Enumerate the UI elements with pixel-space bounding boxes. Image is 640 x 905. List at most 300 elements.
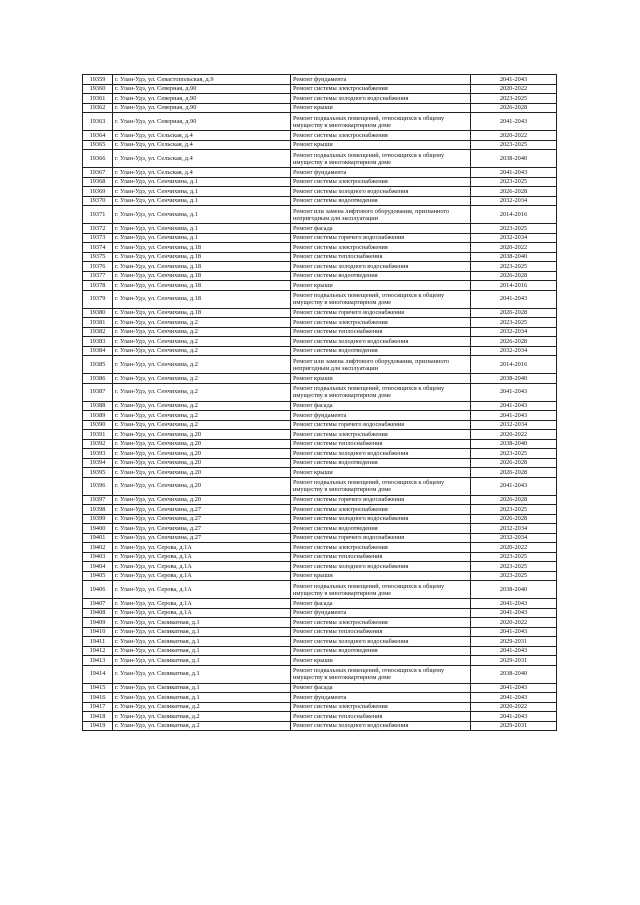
address-cell: г. Улан-Удэ, ул. Силикатная, д.1 [113, 646, 291, 656]
row-id-cell: 19402 [83, 543, 113, 553]
work-type-cell: Ремонт системы электроснабжения [291, 131, 471, 141]
table-row [83, 449, 557, 459]
table-row [83, 346, 557, 356]
table-row [83, 712, 557, 722]
address-cell: г. Улан-Удэ, ул. Сенчихина, д.2 [113, 318, 291, 328]
work-type-cell: Ремонт системы теплоснабжения [291, 327, 471, 337]
row-id-cell: 19365 [83, 140, 113, 150]
period-cell: 2026-2028 [471, 337, 557, 347]
work-type-cell: Ремонт фундамента [291, 168, 471, 178]
table-row [83, 356, 557, 374]
work-type-cell: Ремонт фасада [291, 401, 471, 411]
period-cell: 2014-2016 [471, 281, 557, 291]
period-cell: 2029-2031 [471, 637, 557, 647]
address-cell: г. Улан-Удэ, ул. Серова, д.1А [113, 608, 291, 618]
row-id-cell: 19414 [83, 665, 113, 683]
work-type-cell: Ремонт системы холодного водоснабжения [291, 337, 471, 347]
period-cell: 2032-2034 [471, 533, 557, 543]
address-cell: г. Улан-Удэ, ул. Сенчихина, д.1 [113, 233, 291, 243]
row-id-cell: 19391 [83, 430, 113, 440]
work-type-cell: Ремонт системы холодного водоснабжения [291, 514, 471, 524]
period-cell: 2032-2034 [471, 524, 557, 534]
address-cell: г. Улан-Удэ, ул. Серова, д.1А [113, 543, 291, 553]
row-id-cell: 19388 [83, 401, 113, 411]
address-cell: г. Улан-Удэ, ул. Сенчихина, д.27 [113, 524, 291, 534]
table-row [83, 103, 557, 113]
row-id-cell: 19376 [83, 262, 113, 272]
table-row [83, 401, 557, 411]
work-type-cell: Ремонт системы электроснабжения [291, 505, 471, 515]
table-row [83, 608, 557, 618]
period-cell: 2041-2043 [471, 712, 557, 722]
address-cell: г. Улан-Удэ, ул. Сенчихина, д.20 [113, 468, 291, 478]
period-cell: 2038-2040 [471, 150, 557, 168]
work-type-cell: Ремонт системы теплоснабжения [291, 439, 471, 449]
table-row [83, 581, 557, 599]
table-row [83, 702, 557, 712]
work-type-cell: Ремонт подвальных помещений, относящихся к общему имуществу в многоквартирном доме [291, 290, 471, 308]
period-cell: 2026-2028 [471, 271, 557, 281]
period-cell: 2026-2028 [471, 458, 557, 468]
row-id-cell: 19374 [83, 243, 113, 253]
row-id-cell: 19386 [83, 374, 113, 384]
work-type-cell: Ремонт системы водоотведения [291, 646, 471, 656]
row-id-cell: 19412 [83, 646, 113, 656]
address-cell: г. Улан-Удэ, ул. Силикатная, д.1 [113, 665, 291, 683]
work-type-cell: Ремонт системы электроснабжения [291, 543, 471, 553]
table-row [83, 187, 557, 197]
table-row [83, 243, 557, 253]
row-id-cell: 19405 [83, 571, 113, 581]
row-id-cell: 19415 [83, 683, 113, 693]
address-cell: г. Улан-Удэ, ул. Сенчихина, д.18 [113, 271, 291, 281]
address-cell: г. Улан-Удэ, ул. Сенчихина, д.2 [113, 346, 291, 356]
row-id-cell: 19403 [83, 552, 113, 562]
period-cell: 2020-2022 [471, 84, 557, 94]
work-type-cell: Ремонт системы горячего водоснабжения [291, 233, 471, 243]
table-row [83, 252, 557, 262]
table-row [83, 618, 557, 628]
work-type-cell: Ремонт крыши [291, 468, 471, 478]
address-cell: г. Улан-Удэ, ул. Сенчихина, д.18 [113, 308, 291, 318]
row-id-cell: 19370 [83, 196, 113, 206]
table-row [83, 131, 557, 141]
period-cell: 2023-2025 [471, 318, 557, 328]
work-type-cell: Ремонт подвальных помещений, относящихся к общему имуществу в многоквартирном доме [291, 150, 471, 168]
period-cell: 2041-2043 [471, 608, 557, 618]
row-id-cell: 19381 [83, 318, 113, 328]
address-cell: г. Улан-Удэ, ул. Сенчихина, д.27 [113, 533, 291, 543]
period-cell: 2032-2034 [471, 420, 557, 430]
period-cell: 2041-2043 [471, 693, 557, 703]
work-type-cell: Ремонт системы холодного водоснабжения [291, 721, 471, 731]
row-id-cell: 19368 [83, 177, 113, 187]
period-cell: 2041-2043 [471, 646, 557, 656]
period-cell: 2020-2022 [471, 430, 557, 440]
table-row [83, 140, 557, 150]
table-row [83, 150, 557, 168]
period-cell: 2023-2025 [471, 449, 557, 459]
period-cell: 2041-2043 [471, 113, 557, 131]
table-row [83, 94, 557, 104]
work-type-cell: Ремонт системы горячего водоснабжения [291, 495, 471, 505]
table-row [83, 327, 557, 337]
table-row [83, 177, 557, 187]
address-cell: г. Улан-Удэ, ул. Сенчихина, д.20 [113, 430, 291, 440]
work-type-cell: Ремонт системы водоотведения [291, 524, 471, 534]
row-id-cell: 19397 [83, 495, 113, 505]
address-cell: г. Улан-Удэ, ул. Северная, д.90 [113, 94, 291, 104]
work-type-cell: Ремонт системы холодного водоснабжения [291, 637, 471, 647]
address-cell: г. Улан-Удэ, ул. Сенчихина, д.2 [113, 420, 291, 430]
period-cell: 2023-2025 [471, 177, 557, 187]
row-id-cell: 19408 [83, 608, 113, 618]
work-type-cell: Ремонт системы электроснабжения [291, 702, 471, 712]
work-type-cell: Ремонт системы холодного водоснабжения [291, 262, 471, 272]
work-type-cell: Ремонт крыши [291, 571, 471, 581]
period-cell: 2026-2028 [471, 468, 557, 478]
table-row [83, 281, 557, 291]
row-id-cell: 19369 [83, 187, 113, 197]
table-row [83, 656, 557, 666]
work-type-cell: Ремонт системы горячего водоснабжения [291, 533, 471, 543]
period-cell: 2038-2040 [471, 665, 557, 683]
period-cell: 2023-2025 [471, 571, 557, 581]
period-cell: 2041-2043 [471, 683, 557, 693]
row-id-cell: 19411 [83, 637, 113, 647]
work-type-cell: Ремонт системы теплоснабжения [291, 627, 471, 637]
period-cell: 2020-2022 [471, 543, 557, 553]
address-cell: г. Улан-Удэ, ул. Сенчихина, д.1 [113, 196, 291, 206]
work-type-cell: Ремонт подвальных помещений, относящихся к общему имуществу в многоквартирном доме [291, 665, 471, 683]
period-cell: 2023-2025 [471, 562, 557, 572]
table-row [83, 505, 557, 515]
address-cell: г. Улан-Удэ, ул. Сенчихина, д.2 [113, 374, 291, 384]
table-row [83, 206, 557, 224]
row-id-cell: 19361 [83, 94, 113, 104]
table-row [83, 318, 557, 328]
row-id-cell: 19398 [83, 505, 113, 515]
address-cell: г. Улан-Удэ, ул. Сенчихина, д.1 [113, 224, 291, 234]
work-type-cell: Ремонт системы теплоснабжения [291, 552, 471, 562]
table-row [83, 627, 557, 637]
row-id-cell: 19407 [83, 599, 113, 609]
row-id-cell: 19413 [83, 656, 113, 666]
table-row [83, 514, 557, 524]
table-row [83, 524, 557, 534]
row-id-cell: 19360 [83, 84, 113, 94]
table-row [83, 233, 557, 243]
address-cell: г. Улан-Удэ, ул. Серова, д.1А [113, 599, 291, 609]
address-cell: г. Улан-Удэ, ул. Силикатная, д.2 [113, 712, 291, 722]
table-row [83, 411, 557, 421]
address-cell: г. Улан-Удэ, ул. Серова, д.1А [113, 562, 291, 572]
address-cell: г. Улан-Удэ, ул. Сенчихина, д.18 [113, 262, 291, 272]
period-cell: 2038-2040 [471, 581, 557, 599]
row-id-cell: 19367 [83, 168, 113, 178]
row-id-cell: 19385 [83, 356, 113, 374]
period-cell: 2026-2028 [471, 103, 557, 113]
period-cell: 2026-2028 [471, 495, 557, 505]
work-type-cell: Ремонт системы электроснабжения [291, 430, 471, 440]
period-cell: 2032-2034 [471, 233, 557, 243]
address-cell: г. Улан-Удэ, ул. Сельская, д.4 [113, 140, 291, 150]
address-cell: г. Улан-Удэ, ул. Сенчихина, д.2 [113, 401, 291, 411]
address-cell: г. Улан-Удэ, ул. Севастопольская, д.9 [113, 75, 291, 85]
row-id-cell: 19396 [83, 477, 113, 495]
period-cell: 2023-2025 [471, 140, 557, 150]
table-row [83, 683, 557, 693]
address-cell: г. Улан-Удэ, ул. Сенчихина, д.20 [113, 439, 291, 449]
period-cell: 2014-2016 [471, 356, 557, 374]
work-type-cell: Ремонт фасада [291, 683, 471, 693]
work-type-cell: Ремонт крыши [291, 140, 471, 150]
address-cell: г. Улан-Удэ, ул. Сенчихина, д.18 [113, 243, 291, 253]
address-cell: г. Улан-Удэ, ул. Серова, д.1А [113, 552, 291, 562]
row-id-cell: 19406 [83, 581, 113, 599]
address-cell: г. Улан-Удэ, ул. Северная, д.90 [113, 113, 291, 131]
row-id-cell: 19400 [83, 524, 113, 534]
work-type-cell: Ремонт фундамента [291, 75, 471, 85]
row-id-cell: 19389 [83, 411, 113, 421]
period-cell: 2026-2028 [471, 187, 557, 197]
table-row [83, 75, 557, 85]
address-cell: г. Улан-Удэ, ул. Сенчихина, д.1 [113, 187, 291, 197]
table-row [83, 84, 557, 94]
work-type-cell: Ремонт подвальных помещений, относящихся к общему имуществу в многоквартирном доме [291, 383, 471, 401]
address-cell: г. Улан-Удэ, ул. Сенчихина, д.27 [113, 505, 291, 515]
row-id-cell: 19417 [83, 702, 113, 712]
period-cell: 2020-2022 [471, 243, 557, 253]
period-cell: 2041-2043 [471, 401, 557, 411]
address-cell: г. Улан-Удэ, ул. Силикатная, д.1 [113, 627, 291, 637]
address-cell: г. Улан-Удэ, ул. Сенчихина, д.2 [113, 383, 291, 401]
period-cell: 2029-2031 [471, 656, 557, 666]
table-row [83, 693, 557, 703]
work-type-cell: Ремонт системы холодного водоснабжения [291, 94, 471, 104]
row-id-cell: 19379 [83, 290, 113, 308]
row-id-cell: 19375 [83, 252, 113, 262]
address-cell: г. Улан-Удэ, ул. Сенчихина, д.2 [113, 327, 291, 337]
period-cell: 2038-2040 [471, 374, 557, 384]
row-id-cell: 19383 [83, 337, 113, 347]
row-id-cell: 19364 [83, 131, 113, 141]
table-row [83, 571, 557, 581]
row-id-cell: 19384 [83, 346, 113, 356]
address-cell: г. Улан-Удэ, ул. Сенчихина, д.2 [113, 356, 291, 374]
table-row [83, 290, 557, 308]
address-cell: г. Улан-Удэ, ул. Сельская, д.4 [113, 168, 291, 178]
address-cell: г. Улан-Удэ, ул. Сенчихина, д.18 [113, 281, 291, 291]
address-cell: г. Улан-Удэ, ул. Сенчихина, д.20 [113, 477, 291, 495]
row-id-cell: 19409 [83, 618, 113, 628]
period-cell: 2026-2028 [471, 514, 557, 524]
work-type-cell: Ремонт фундамента [291, 411, 471, 421]
table-row [83, 430, 557, 440]
work-type-cell: Ремонт системы электроснабжения [291, 84, 471, 94]
period-cell: 2038-2040 [471, 439, 557, 449]
work-type-cell: Ремонт системы водоотведения [291, 458, 471, 468]
row-id-cell: 19392 [83, 439, 113, 449]
period-cell: 2023-2025 [471, 552, 557, 562]
work-type-cell: Ремонт или замена лифтового оборудования, признанного непригодным для эксплуатации [291, 356, 471, 374]
work-type-cell: Ремонт системы электроснабжения [291, 618, 471, 628]
row-id-cell: 19380 [83, 308, 113, 318]
table-row [83, 543, 557, 553]
row-id-cell: 19373 [83, 233, 113, 243]
period-cell: 2032-2034 [471, 196, 557, 206]
table-row [83, 308, 557, 318]
address-cell: г. Улан-Удэ, ул. Сенчихина, д.20 [113, 458, 291, 468]
period-cell: 2041-2043 [471, 477, 557, 495]
address-cell: г. Улан-Удэ, ул. Сенчихина, д.1 [113, 206, 291, 224]
table-row [83, 113, 557, 131]
row-id-cell: 19363 [83, 113, 113, 131]
table-row [83, 646, 557, 656]
address-cell: г. Улан-Удэ, ул. Силикатная, д.1 [113, 683, 291, 693]
address-cell: г. Улан-Удэ, ул. Сельская, д.4 [113, 150, 291, 168]
row-id-cell: 19359 [83, 75, 113, 85]
table-row [83, 168, 557, 178]
work-type-cell: Ремонт подвальных помещений, относящихся к общему имуществу в многоквартирном доме [291, 113, 471, 131]
row-id-cell: 19362 [83, 103, 113, 113]
table-row [83, 665, 557, 683]
row-id-cell: 19377 [83, 271, 113, 281]
row-id-cell: 19393 [83, 449, 113, 459]
work-type-cell: Ремонт системы горячего водоснабжения [291, 308, 471, 318]
row-id-cell: 19404 [83, 562, 113, 572]
period-cell: 2023-2025 [471, 94, 557, 104]
work-type-cell: Ремонт системы холодного водоснабжения [291, 449, 471, 459]
table-row [83, 262, 557, 272]
row-id-cell: 19395 [83, 468, 113, 478]
address-cell: г. Улан-Удэ, ул. Силикатная, д.1 [113, 656, 291, 666]
address-cell: г. Улан-Удэ, ул. Силикатная, д.2 [113, 721, 291, 731]
period-cell: 2041-2043 [471, 627, 557, 637]
address-cell: г. Улан-Удэ, ул. Силикатная, д.1 [113, 693, 291, 703]
table-row [83, 637, 557, 647]
work-type-cell: Ремонт системы холодного водоснабжения [291, 562, 471, 572]
work-type-cell: Ремонт крыши [291, 103, 471, 113]
table-row [83, 562, 557, 572]
address-cell: г. Улан-Удэ, ул. Северная, д.90 [113, 84, 291, 94]
period-cell: 2032-2034 [471, 327, 557, 337]
table-row [83, 374, 557, 384]
table-row [83, 468, 557, 478]
address-cell: г. Улан-Удэ, ул. Сельская, д.4 [113, 131, 291, 141]
work-type-cell: Ремонт фундамента [291, 608, 471, 618]
period-cell: 2041-2043 [471, 383, 557, 401]
row-id-cell: 19419 [83, 721, 113, 731]
table-row [83, 196, 557, 206]
work-type-cell: Ремонт крыши [291, 656, 471, 666]
work-type-cell: Ремонт системы электроснабжения [291, 177, 471, 187]
period-cell: 2020-2022 [471, 618, 557, 628]
table-row [83, 495, 557, 505]
work-type-cell: Ремонт системы холодного водоснабжения [291, 187, 471, 197]
period-cell: 2014-2016 [471, 206, 557, 224]
period-cell: 2041-2043 [471, 75, 557, 85]
address-cell: г. Улан-Удэ, ул. Сенчихина, д.20 [113, 495, 291, 505]
table-body [83, 75, 557, 731]
period-cell: 2032-2034 [471, 346, 557, 356]
row-id-cell: 19371 [83, 206, 113, 224]
address-cell: г. Улан-Удэ, ул. Сенчихина, д.2 [113, 337, 291, 347]
row-id-cell: 19399 [83, 514, 113, 524]
table-row [83, 552, 557, 562]
period-cell: 2026-2028 [471, 308, 557, 318]
address-cell: г. Улан-Удэ, ул. Силикатная, д.1 [113, 637, 291, 647]
row-id-cell: 19410 [83, 627, 113, 637]
work-type-cell: Ремонт системы водоотведения [291, 346, 471, 356]
period-cell: 2038-2040 [471, 252, 557, 262]
row-id-cell: 19416 [83, 693, 113, 703]
work-type-cell: Ремонт системы водоотведения [291, 196, 471, 206]
address-cell: г. Улан-Удэ, ул. Сенчихина, д.20 [113, 449, 291, 459]
address-cell: г. Улан-Удэ, ул. Северная, д.90 [113, 103, 291, 113]
table-row [83, 477, 557, 495]
row-id-cell: 19387 [83, 383, 113, 401]
table-row [83, 420, 557, 430]
work-type-cell: Ремонт крыши [291, 374, 471, 384]
work-type-cell: Ремонт подвальных помещений, относящихся к общему имуществу в многоквартирном доме [291, 581, 471, 599]
address-cell: г. Улан-Удэ, ул. Серова, д.1А [113, 571, 291, 581]
row-id-cell: 19394 [83, 458, 113, 468]
document-page [82, 74, 556, 731]
work-type-cell: Ремонт системы теплоснабжения [291, 712, 471, 722]
row-id-cell: 19372 [83, 224, 113, 234]
work-type-cell: Ремонт системы электроснабжения [291, 243, 471, 253]
table-row [83, 599, 557, 609]
period-cell: 2023-2025 [471, 262, 557, 272]
address-cell: г. Улан-Удэ, ул. Силикатная, д.1 [113, 618, 291, 628]
work-type-cell: Ремонт или замена лифтового оборудования, признанного непригодным для эксплуатации [291, 206, 471, 224]
work-type-cell: Ремонт крыши [291, 281, 471, 291]
row-id-cell: 19401 [83, 533, 113, 543]
period-cell: 2023-2025 [471, 224, 557, 234]
period-cell: 2020-2022 [471, 131, 557, 141]
row-id-cell: 19378 [83, 281, 113, 291]
work-type-cell: Ремонт системы теплоснабжения [291, 252, 471, 262]
capital-repair-table [82, 74, 557, 731]
work-type-cell: Ремонт системы водоотведения [291, 271, 471, 281]
work-type-cell: Ремонт фасада [291, 599, 471, 609]
period-cell: 2020-2022 [471, 702, 557, 712]
table-row [83, 337, 557, 347]
address-cell: г. Улан-Удэ, ул. Серова, д.1А [113, 581, 291, 599]
row-id-cell: 19366 [83, 150, 113, 168]
work-type-cell: Ремонт системы электроснабжения [291, 318, 471, 328]
period-cell: 2023-2025 [471, 505, 557, 515]
address-cell: г. Улан-Удэ, ул. Силикатная, д.2 [113, 702, 291, 712]
table-row [83, 721, 557, 731]
address-cell: г. Улан-Удэ, ул. Сенчихина, д.1 [113, 177, 291, 187]
table-row [83, 271, 557, 281]
work-type-cell: Ремонт фундамента [291, 693, 471, 703]
address-cell: г. Улан-Удэ, ул. Сенчихина, д.18 [113, 252, 291, 262]
period-cell: 2041-2043 [471, 599, 557, 609]
address-cell: г. Улан-Удэ, ул. Сенчихина, д.2 [113, 411, 291, 421]
work-type-cell: Ремонт подвальных помещений, относящихся к общему имуществу в многоквартирном доме [291, 477, 471, 495]
address-cell: г. Улан-Удэ, ул. Сенчихина, д.18 [113, 290, 291, 308]
period-cell: 2029-2031 [471, 721, 557, 731]
work-type-cell: Ремонт системы горячего водоснабжения [291, 420, 471, 430]
period-cell: 2041-2043 [471, 168, 557, 178]
work-type-cell: Ремонт фасада [291, 224, 471, 234]
table-row [83, 533, 557, 543]
address-cell: г. Улан-Удэ, ул. Сенчихина, д.27 [113, 514, 291, 524]
row-id-cell: 19382 [83, 327, 113, 337]
